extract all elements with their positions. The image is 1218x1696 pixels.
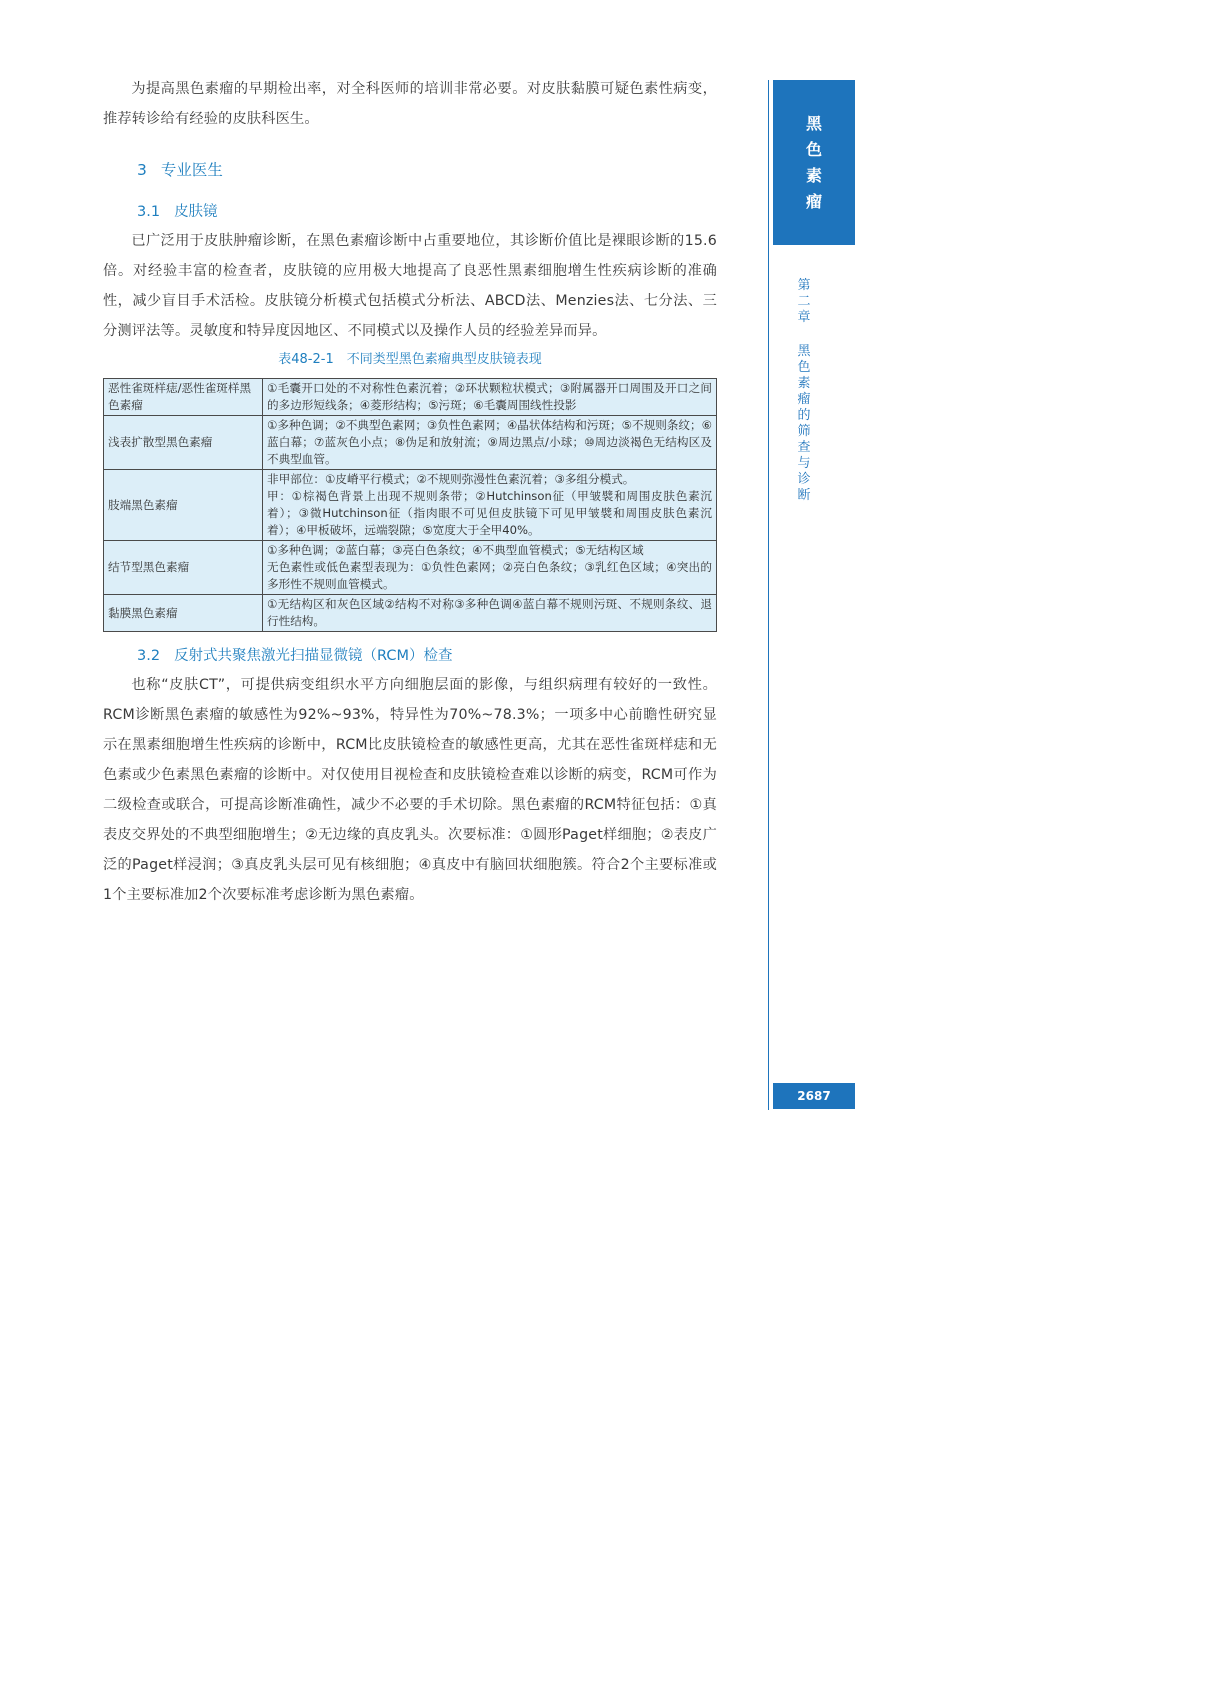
intro-paragraph: 为提高黑色素瘤的早期检出率，对全科医师的培训非常必要。对皮肤黏膜可疑色素性病变，推荐转诊给有经验的皮肤科医生。 (103, 81, 717, 127)
subsection-number: 3.1 (137, 204, 161, 220)
chapter-label (796, 278, 812, 504)
table-row (104, 470, 717, 541)
table-cell-line: 无色素性或低色素型表现为：①负性色素网；②亮白色条纹；③乳红色区域；④突出的多形性不规则血管模式。 (267, 560, 712, 591)
section-heading-3 (103, 156, 717, 184)
subsection-title: 反射式共聚焦激光扫描显微镜（RCM）检查 (174, 648, 453, 664)
table-cell-type: 肢端黑色素瘤 (104, 470, 263, 541)
table-title: 表48-2-1 不同类型黑色素瘤典型皮肤镜表现 (278, 352, 542, 367)
sidebar-rule (768, 80, 769, 1110)
subsection-number: 3.2 (137, 648, 161, 664)
chapter-title: 黑色素瘤的筛查与诊断 (797, 344, 811, 503)
sidebar-tab (773, 80, 855, 245)
main-column (103, 74, 717, 910)
dermoscopy-table (103, 378, 717, 632)
table-cell-desc (263, 541, 717, 595)
table-cell-line: 甲：①棕褐色背景上出现不规则条带；②Hutchinson征（甲皱襞和周围皮肤色素沉着）；③微Hutchinson征（指肉眼不可见但皮肤镜下可见甲皱襞和周围皮肤色素沉着）；④甲板破坏，远端裂隙；⑤宽度大于全甲40%。 (267, 489, 712, 537)
table-cell-desc (263, 470, 717, 541)
table-row (104, 595, 717, 632)
table-cell-desc: ①多种色调；②不典型色素网；③负性色素网；④晶状体结构和污斑；⑤不规则条纹；⑥蓝白幕；⑦蓝灰色小点；⑧伪足和放射流；⑨周边黑点/小球；⑩周边淡褐色无结构区及不典型血管。 (263, 416, 717, 470)
rcm-paragraph: 也称“皮肤CT”，可提供病变组织水平方向细胞层面的影像，与组织病理有较好的一致性。RCM诊断黑色素瘤的敏感性为92%~93%，特异性为70%~78.3%；一项多中心前瞻性研究显示在黑素细胞增生性疾病的诊断中，RCM比皮肤镜检查的敏感性更高，尤其在恶性雀斑样痣和无色素或少色素黑色素瘤的诊断中。对仅使用目视检查和皮肤镜检查难以诊断的病变，RCM可作为二级检查或联合，可提高诊断准确性，减少不必要的手术切除。黑色素瘤的RCM特征包括：①真表皮交界处的不典型细胞增生；②无边缘的真皮乳头。次要标准：①圆形Paget样细胞；②表皮广泛的Paget样浸润；③真皮乳头层可见有核细胞；④真皮中有脑回状细胞簇。符合2个主要标准或1个主要标准加2个次要标准考虑诊断为黑色素瘤。 (103, 677, 717, 903)
subsection-heading-3-2 (103, 642, 717, 670)
table-cell-type: 恶性雀斑样痣/恶性雀斑样黑色素瘤 (104, 379, 263, 416)
table-cell-type: 黏膜黑色素瘤 (104, 595, 263, 632)
sidebar-tab-label: 黑色素瘤 (805, 113, 822, 211)
section-number: 3 (137, 161, 147, 179)
table-cell-desc: ①无结构区和灰色区域②结构不对称③多种色调④蓝白幕不规则污斑、不规则条纹、退行性结构。 (263, 595, 717, 632)
table-cell-line: 非甲部位：①皮嵴平行模式；②不规则弥漫性色素沉着；③多组分模式。 (267, 472, 635, 486)
table-row (104, 416, 717, 470)
table-row (104, 379, 717, 416)
subsection-heading-3-1 (103, 198, 717, 226)
chapter-number: 第二章 (797, 278, 811, 325)
table-cell-desc: ①毛囊开口处的不对称性色素沉着；②环状颗粒状模式；③附属器开口周围及开口之间的多边形短线条；④菱形结构；⑤污斑；⑥毛囊周围线性投影 (263, 379, 717, 416)
subsection-title: 皮肤镜 (174, 204, 218, 220)
table-cell-type: 结节型黑色素瘤 (104, 541, 263, 595)
table-cell-line: ①多种色调；②蓝白幕；③亮白色条纹；④不典型血管模式；⑤无结构区域 (267, 543, 644, 557)
table-cell-type: 浅表扩散型黑色素瘤 (104, 416, 263, 470)
dermoscopy-paragraph: 已广泛用于皮肤肿瘤诊断，在黑色素瘤诊断中占重要地位，其诊断价值比是裸眼诊断的15.6倍。对经验丰富的检查者，皮肤镜的应用极大地提高了良恶性黑素细胞增生性疾病诊断的准确性，减少盲目手术活检。皮肤镜分析模式包括模式分析法、ABCD法、Menzies法、七分法、三分测评法等。灵敏度和特异度因地区、不同模式以及操作人员的经验差异而异。 (103, 233, 717, 339)
section-title: 专业医生 (160, 161, 223, 179)
table-row (104, 541, 717, 595)
page-number: 2687 (773, 1083, 855, 1109)
